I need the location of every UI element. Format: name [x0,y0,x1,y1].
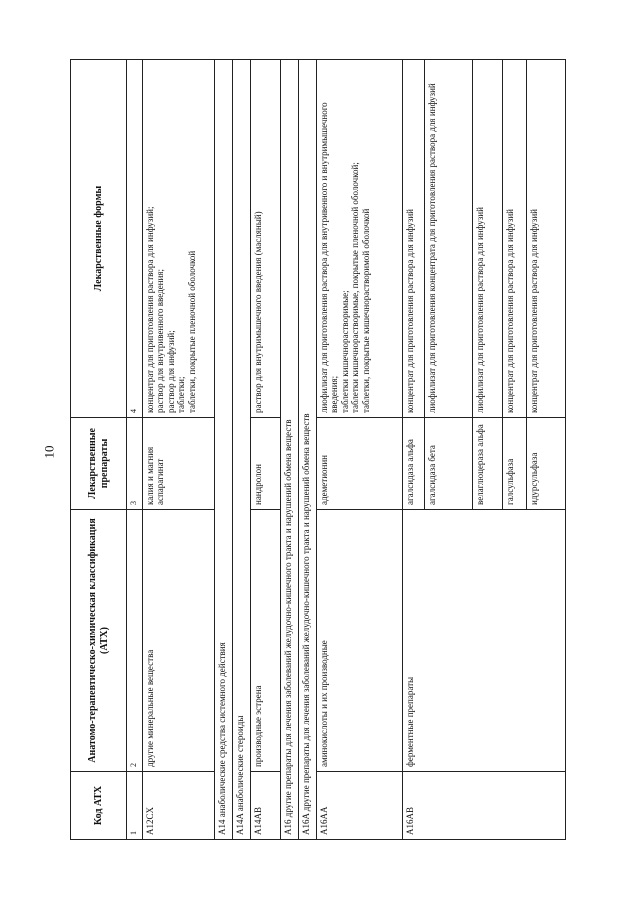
column-number-row [127,60,143,840]
atc-code: A16AB [402,772,566,840]
table-row [142,60,214,840]
section-row [214,60,232,840]
dosage-forms: раствор для внутримышечного введения (масляный) [250,60,280,418]
section-row [280,60,298,840]
atc-group: другие минеральные вещества [142,510,214,772]
section-heading: A14A анаболические стероиды [232,60,250,840]
header-atc-classification: Анатомо-терапевтическо-химическая классификация (АТХ) [71,510,127,772]
dosage-form: таблетки, покрытые пленочной оболочкой [186,250,197,413]
dosage-form: таблетки кишечнорастворимые, покрытые пленочной оболочкой; [350,162,360,413]
dosage-forms: концентрат для приготовления раствора для инфузий [526,60,566,418]
drug-name: агалсидаза бета [424,418,472,510]
atc-group: аминокислоты и их производные [316,510,402,772]
page-number: 10 [41,445,57,459]
rotated-page-content [70,60,566,840]
drug-name: калия и магния аспарагинат [142,418,214,510]
dosage-form: таблетки; [176,376,186,413]
drug-name: галсульфаза [502,418,526,510]
dosage-form: раствор для инфузий; [165,330,176,413]
atc-group: ферментные препараты [402,510,566,772]
column-number: 1 [127,772,143,840]
dosage-form: таблетки кишечнорастворимые; [339,290,350,413]
header-dosage-forms: Лекарственные формы [71,60,127,418]
drug-name: идурсульфаза [526,418,566,510]
dosage-form: концентрат для приготовления раствора для инфузий; [144,206,155,413]
section-row [232,60,250,840]
drug-name: агалсидаза альфа [402,418,424,510]
drug-name: адеметионин [316,418,402,510]
drug-name: велаглюцераза альфа [472,418,502,510]
section-heading: A16 другие препараты для лечения заболеваний желудочно-кишечного тракта и нарушений обмена веществ [280,60,298,840]
atc-code: A14AB [250,772,280,840]
dosage-forms: концентрат для приготовления раствора для инфузий [402,60,424,418]
atc-group: производные эстрена [250,510,280,772]
dosage-forms: концентрат для приготовления раствора для инфузий [502,60,526,418]
section-heading: A16A другие препараты для лечения заболеваний желудочно-кишечного тракта и нарушений обмена веществ [298,60,316,840]
dosage-form: таблетки, покрытые кишечнорастворимой оболочкой [360,208,371,413]
dosage-forms: лиофилизат для приготовления раствора для инфузий [472,60,502,418]
column-number: 2 [127,510,143,772]
header-drugs: Лекарственные препараты [71,418,127,510]
table-row [402,60,424,840]
section-row [298,60,316,840]
dosage-forms [316,60,402,418]
drug-name: нандролон [250,418,280,510]
section-heading: A14 анаболические средства системного действия [214,60,232,840]
table-row [250,60,280,840]
column-number: 4 [127,60,143,418]
table-row [316,60,402,840]
dosage-form: лиофилизат для приготовления раствора для внутривенного и внутримышечного введения; [318,102,339,413]
atc-code: A12CX [142,772,214,840]
atc-drug-table [70,59,566,840]
dosage-forms: лиофилизат для приготовления концентрата для приготовления раствора для инфузий [424,60,472,418]
column-number: 3 [127,418,143,510]
dosage-form: раствор для внутривенного введения; [155,269,165,413]
table-header-row [71,60,127,840]
dosage-forms [142,60,214,418]
atc-code: A16AA [316,772,402,840]
header-code: Код АТХ [71,772,127,840]
